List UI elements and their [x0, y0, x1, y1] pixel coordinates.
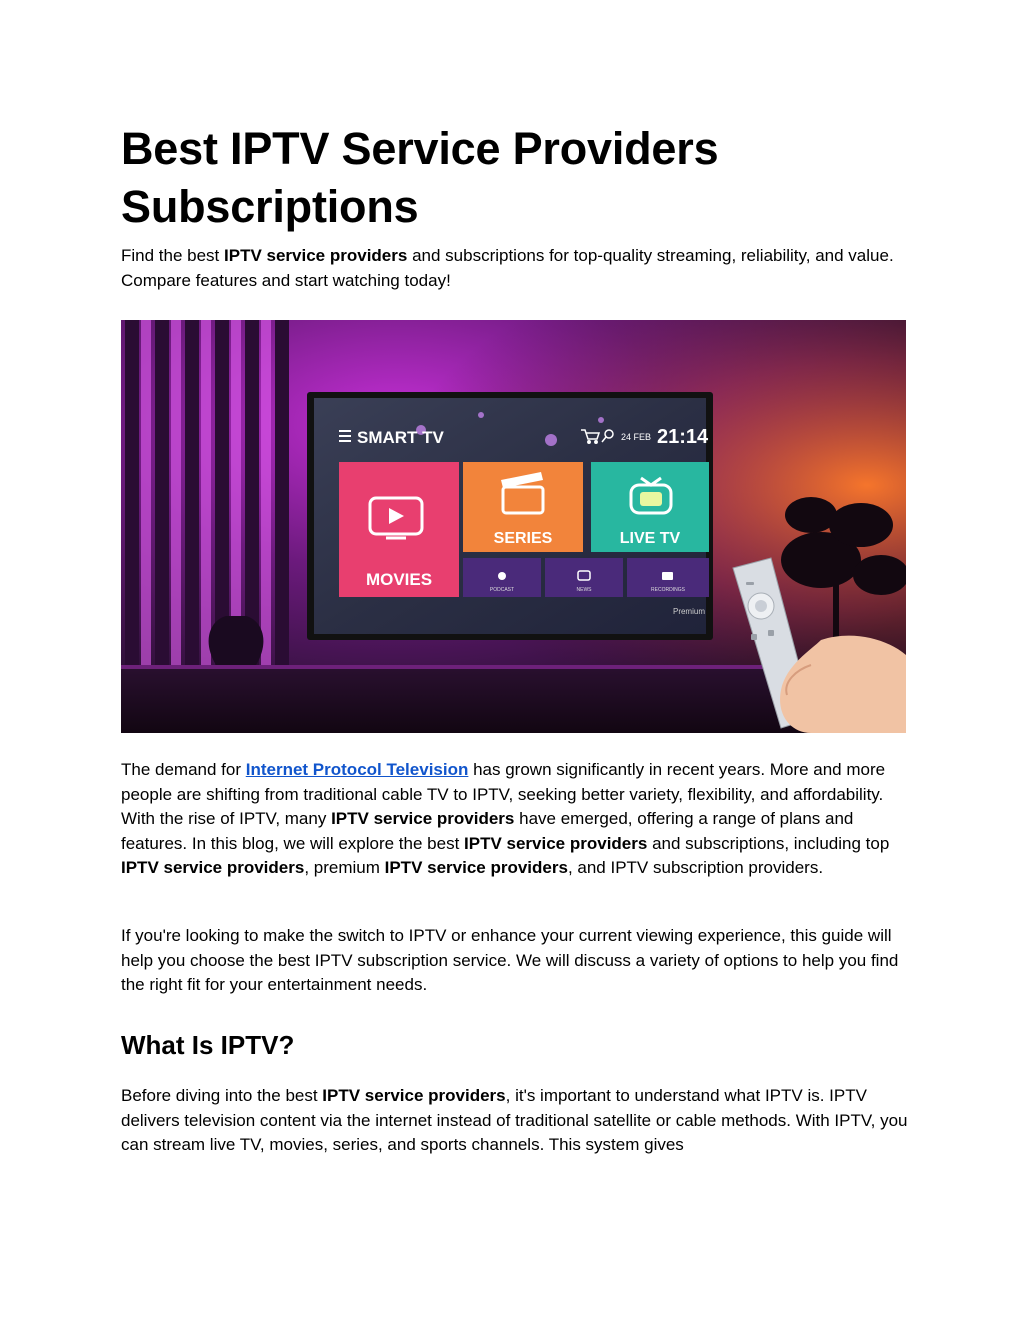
- what-is-iptv-paragraph: [121, 1084, 911, 1158]
- smart-tv-illustration: [121, 320, 906, 733]
- tile-movies-label: MOVIES: [365, 570, 433, 589]
- lead-text-2: and subscriptions for top-quality streaming, reliability, and value. Compare features and start watching today!: [121, 246, 894, 290]
- tile-recordings-label: RECORDINGS: [651, 587, 685, 593]
- microphone-icon: [498, 572, 506, 580]
- vase-shape: [209, 616, 264, 665]
- p1-text-4: and subscriptions, including top: [647, 833, 890, 853]
- tile-news-label: NEWS: [576, 587, 592, 593]
- tv-brand: SMART TV: [357, 428, 444, 447]
- tile-podcast-label: PODCAST: [489, 587, 515, 593]
- intro-paragraph: [121, 758, 911, 881]
- tv-time: 21:14: [657, 426, 709, 448]
- p1-bold-4: IPTV service providers: [384, 858, 568, 877]
- lead-paragraph: [121, 244, 911, 293]
- title-line-1: Best IPTV Service Providers: [121, 123, 719, 174]
- section-heading-what-is-iptv: What Is IPTV?: [121, 1030, 295, 1060]
- p1-bold-2: IPTV service providers: [464, 833, 648, 853]
- p1-text-1: The demand for: [121, 760, 246, 779]
- p3-bold-1: IPTV service providers: [322, 1086, 506, 1105]
- tile-series-label: SERIES: [493, 530, 553, 547]
- p1-bold-3: IPTV service providers: [121, 858, 305, 877]
- lead-text-1: Find the best: [121, 246, 225, 265]
- page-title: [121, 120, 718, 236]
- p3-text-2: , it's important to understand what IPTV is. IPTV delivers television content via the internet instead of traditional satellite or cable methods. With IPTV, you can stream live TV, movies, series, and sports channels. This system gives: [121, 1086, 908, 1154]
- guide-paragraph: If you're looking to make the switch to IPTV or enhance your current viewing experience, this guide will help you choose the best IPTV subscription service. We will discuss a variety of options to help you find the right fit for your entertainment needs.: [121, 926, 899, 994]
- p1-text-6: , and IPTV subscription providers.: [567, 858, 824, 877]
- lead-bold-keyword: IPTV service providers: [224, 246, 408, 265]
- internet-protocol-television-link[interactable]: Internet Protocol Television: [245, 760, 469, 779]
- hero-image: [121, 320, 906, 733]
- tv-menu-icon: [339, 430, 351, 442]
- p1-text-2: has grown significantly in recent years. More and more people are shifting from traditional cable TV to IPTV, seeking better variety, flexibility, and affordability. With the rise of IPTV, many: [121, 760, 886, 828]
- p3-text-1: Before diving into the best: [121, 1086, 323, 1105]
- title-line-2: Subscriptions: [121, 181, 419, 232]
- camera-icon: [662, 572, 673, 580]
- p1-bold-1: IPTV service providers: [331, 809, 515, 828]
- p1-text-5: , premium: [304, 858, 385, 877]
- tile-live-tv-label: LIVE TV: [619, 530, 681, 547]
- p1-text-3: have emerged, offering a range of plans and features. In this blog, we will explore the best: [121, 809, 854, 853]
- tv-date: 24 FEB: [621, 432, 652, 442]
- tv-footer-label: Premium: [672, 607, 706, 616]
